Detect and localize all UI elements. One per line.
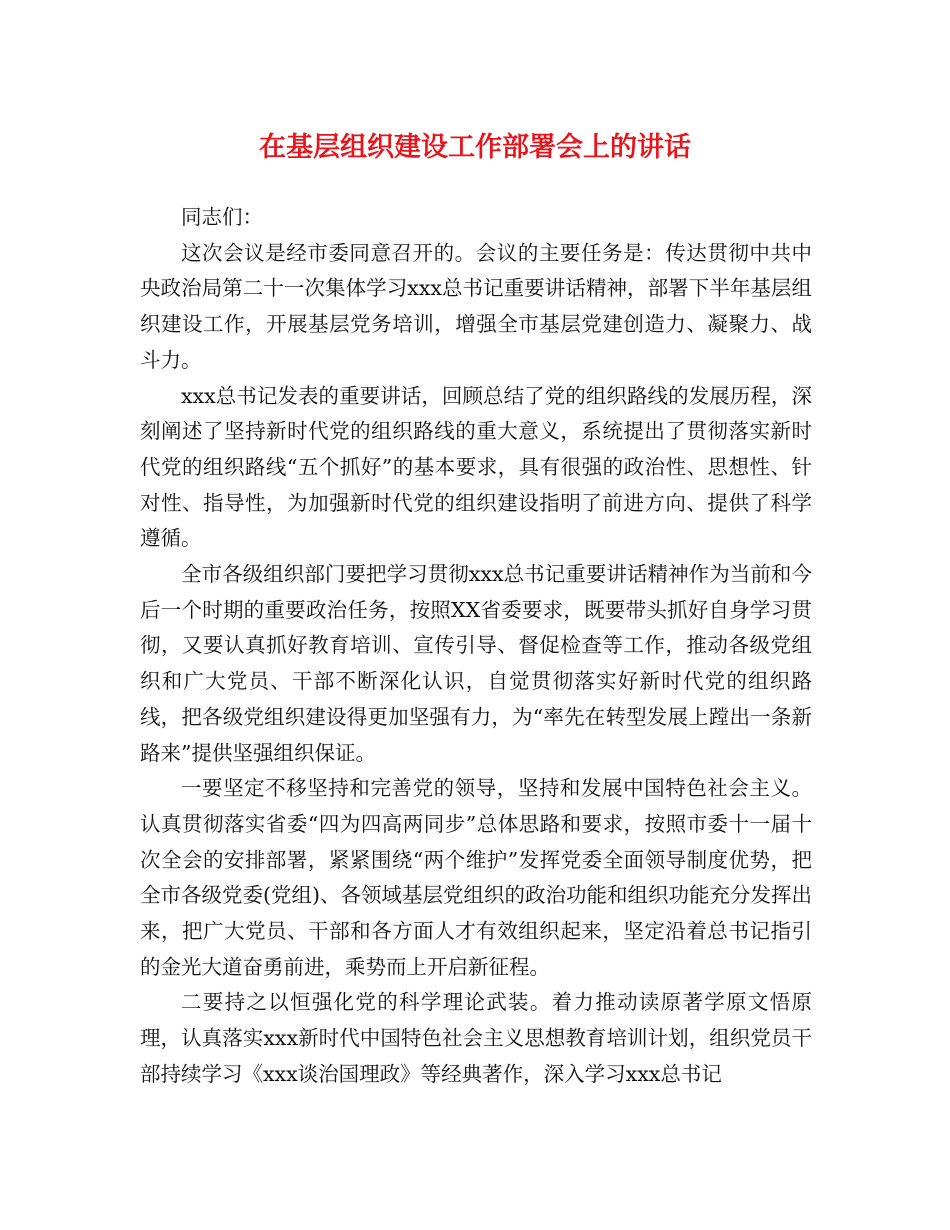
- paragraph-2: xxx总书记发表的重要讲话，回顾总结了党的组织路线的发展历程，深刻阐述了坚持新时代党的组织路线的重大意义，系统提出了贯彻落实新时代党的组织路线“五个抓好”的基本要求，具有很强的政治性、思想性、针对性、指导性，为加强新时代党的组织建设指明了前进方向、提供了科学遵循。: [140, 383, 812, 551]
- paragraph-3: 全市各级组织部门要把学习贯彻xxx总书记重要讲话精神作为当前和今后一个时期的重要政治任务，按照XX省委要求，既要带头抓好自身学习贯彻，又要认真抓好教育培训、宣传引导、督促检查等工作，推动各级党组织和广大党员、干部不断深化认识，自觉贯彻落实好新时代党的组织路线，把各级党组织建设得更加坚强有力，为“率先在转型发展上蹚出一条新路来”提供坚强组织保证。: [140, 562, 812, 765]
- paragraph-5: 二要持之以恒强化党的科学理论武装。着力推动读原著学原文悟原理，认真落实xxx新时代中国特色社会主义思想教育培训计划，组织党员干部持续学习《xxx谈治国理政》等经典著作，深入学习xxx总书记: [140, 990, 812, 1086]
- document-title: 在基层组织建设工作部署会上的讲话: [259, 132, 691, 163]
- paragraph-4: 一要坚定不移坚持和完善党的领导，坚持和发展中国特色社会主义。认真贯彻落实省委“四为四高两同步”总体思路和要求，按照市委十一届十次全会的安排部署，紧紧围绕“两个维护”发挥党委全面领导制度优势，把全市各级党委(党组)、各领域基层党组织的政治功能和组织功能充分发挥出来，把广大党员、干部和各方面人才有效组织起来，坚定沿着总书记指引的金光大道奋勇前进，乘势而上开启新征程。: [140, 776, 812, 979]
- paragraph-1: 这次会议是经市委同意召开的。会议的主要任务是：传达贯彻中共中央政治局第二十一次集体学习xxx总书记重要讲话精神，部署下半年基层组织建设工作，开展基层党务培训，增强全市基层党建创造力、凝聚力、战斗力。: [140, 240, 812, 372]
- salutation: 同志们：: [181, 205, 263, 229]
- document-body: [140, 200, 812, 1093]
